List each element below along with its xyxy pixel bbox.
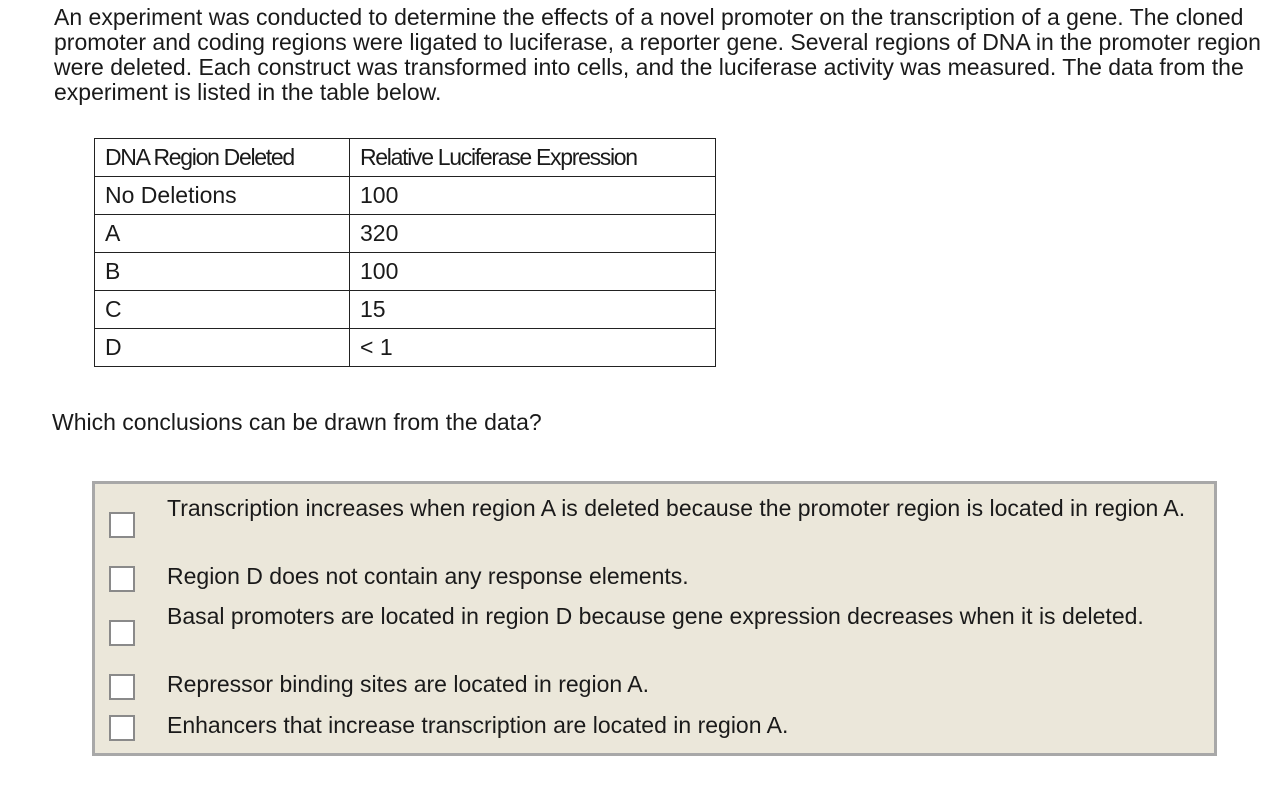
table-row	[95, 329, 716, 367]
option-checkbox[interactable]	[109, 566, 135, 592]
table-cell-region: No Deletions	[95, 177, 350, 215]
table-cell-expression: 320	[350, 215, 716, 253]
option-checkbox[interactable]	[109, 620, 135, 646]
table-header-row	[95, 139, 716, 177]
option-label: Enhancers that increase transcription are located in region A.	[167, 712, 789, 738]
option-label: Region D does not contain any response elements.	[167, 563, 689, 589]
table-cell-region: B	[95, 253, 350, 291]
table-cell-region: D	[95, 329, 350, 367]
header-luciferase-expression: Relative Luciferase Expression	[350, 139, 716, 177]
table-row	[95, 215, 716, 253]
option-label: Transcription increases when region A is deleted because the promoter region is located in region A.	[167, 495, 1186, 521]
option-label: Repressor binding sites are located in region A.	[167, 671, 650, 697]
table-cell-expression: 100	[350, 253, 716, 291]
table-row	[95, 177, 716, 215]
option-label: Basal promoters are located in region D because gene expression decreases when it is deleted.	[167, 603, 1144, 629]
header-dna-region: DNA Region Deleted	[95, 139, 350, 177]
table-cell-expression: 15	[350, 291, 716, 329]
intro-text: An experiment was conducted to determine the effects of a novel promoter on the transcription of a gene. The cloned promoter and coding regions were ligated to luciferase, a reporter gene. Several regions of DNA in the promoter region were deleted. Each construct was transformed into cells, and the luciferase activity was measured. The data from the experiment is listed in the table below.	[54, 4, 1261, 105]
option-checkbox[interactable]	[109, 512, 135, 538]
table-cell-region: A	[95, 215, 350, 253]
table-cell-expression: < 1	[350, 329, 716, 367]
table-cell-region: C	[95, 291, 350, 329]
question-text: Which conclusions can be drawn from the data?	[52, 409, 542, 435]
answer-options-panel	[92, 481, 1217, 756]
table-row	[95, 253, 716, 291]
table-cell-expression: 100	[350, 177, 716, 215]
option-checkbox[interactable]	[109, 674, 135, 700]
table-row	[95, 291, 716, 329]
option-checkbox[interactable]	[109, 715, 135, 741]
data-table	[94, 138, 716, 367]
